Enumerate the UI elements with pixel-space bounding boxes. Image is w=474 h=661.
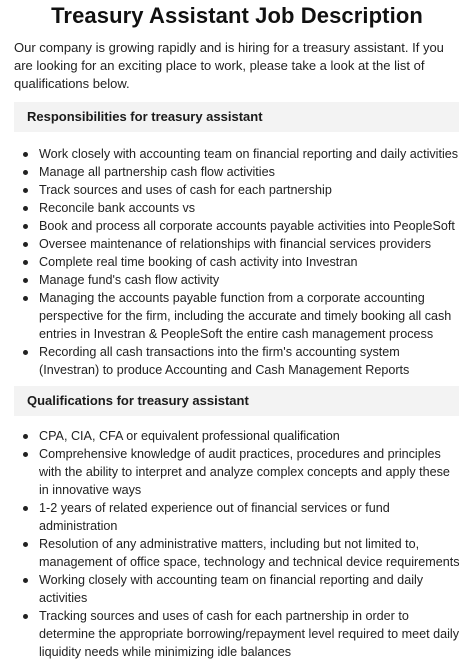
- list-item: [14, 253, 462, 271]
- bullet-icon: [23, 578, 28, 583]
- bullet-icon: [23, 188, 28, 193]
- list-item-text: Comprehensive knowledge of audit practices, procedures and principles with the ability to interpret and analyze complex concepts and apply these in innovative ways: [39, 447, 450, 497]
- list-item: [14, 145, 462, 163]
- bullet-icon: [23, 506, 28, 511]
- bullet-icon: [23, 296, 28, 301]
- bullet-icon: [23, 452, 28, 457]
- responsibilities-list: [14, 145, 462, 379]
- list-item: [14, 343, 462, 379]
- list-item: [14, 427, 462, 445]
- list-item-text: Reconcile bank accounts vs: [39, 201, 196, 215]
- list-item-text: Work closely with accounting team on financial reporting and daily activities: [39, 147, 459, 161]
- list-item-text: Manage fund's cash flow activity: [39, 273, 220, 287]
- bullet-icon: [23, 170, 28, 175]
- list-item-text: Manage all partnership cash flow activities: [39, 165, 275, 179]
- list-item: [14, 571, 462, 607]
- list-item-text: Complete real time booking of cash activity into Investran: [39, 255, 358, 269]
- list-item: [14, 271, 462, 289]
- list-item: [14, 199, 462, 217]
- bullet-icon: [23, 614, 28, 619]
- bullet-icon: [23, 542, 28, 547]
- list-item: [14, 535, 462, 571]
- list-item: [14, 217, 462, 235]
- list-item-text: Working closely with accounting team on financial reporting and daily activities: [39, 573, 424, 605]
- list-item-text: Resolution of any administrative matters, including but not limited to, management of office space, technology and technical device requirements: [39, 537, 460, 569]
- bullet-icon: [23, 350, 28, 355]
- list-item-text: Tracking sources and uses of cash for each partnership in order to determine the appropriate borrowing/repayment level required to meet daily liquidity needs while minimizing idle balances: [39, 609, 460, 659]
- list-item-text: Track sources and uses of cash for each partnership: [39, 183, 332, 197]
- bullet-icon: [23, 152, 28, 157]
- bullet-icon: [23, 224, 28, 229]
- list-item: [14, 499, 462, 535]
- list-item: [14, 607, 462, 661]
- bullet-icon: [23, 434, 28, 439]
- list-item-text: Recording all cash transactions into the firm's accounting system (Investran) to produce Accounting and Cash Management Reports: [39, 345, 410, 377]
- list-item: [14, 235, 462, 253]
- list-item-text: 1-2 years of related experience out of financial services or fund administration: [39, 501, 390, 533]
- list-item-text: Managing the accounts payable function from a corporate accounting perspective for the firm, including the accurate and timely booking all cash entries in Investran & PeopleSoft the entire cash management process: [39, 291, 452, 341]
- list-item-text: Oversee maintenance of relationships with financial services providers: [39, 237, 431, 251]
- qualifications-list: [14, 427, 462, 661]
- list-item: [14, 445, 462, 499]
- list-item: [14, 163, 462, 181]
- responsibilities-heading: Responsibilities for treasury assistant: [14, 102, 459, 132]
- bullet-icon: [23, 260, 28, 265]
- intro-paragraph: Our company is growing rapidly and is hiring for a treasury assistant. If you are looking for an exciting place to work, please take a look at the list of qualifications below.: [14, 40, 444, 91]
- bullet-icon: [23, 206, 28, 211]
- bullet-icon: [23, 278, 28, 283]
- list-item: [14, 181, 462, 199]
- list-item: [14, 289, 462, 343]
- qualifications-heading: Qualifications for treasury assistant: [14, 386, 459, 416]
- bullet-icon: [23, 242, 28, 247]
- list-item-text: CPA, CIA, CFA or equivalent professional qualification: [39, 429, 340, 443]
- page-title: Treasury Assistant Job Description: [51, 3, 423, 28]
- list-item-text: Book and process all corporate accounts payable activities into PeopleSoft: [39, 219, 455, 233]
